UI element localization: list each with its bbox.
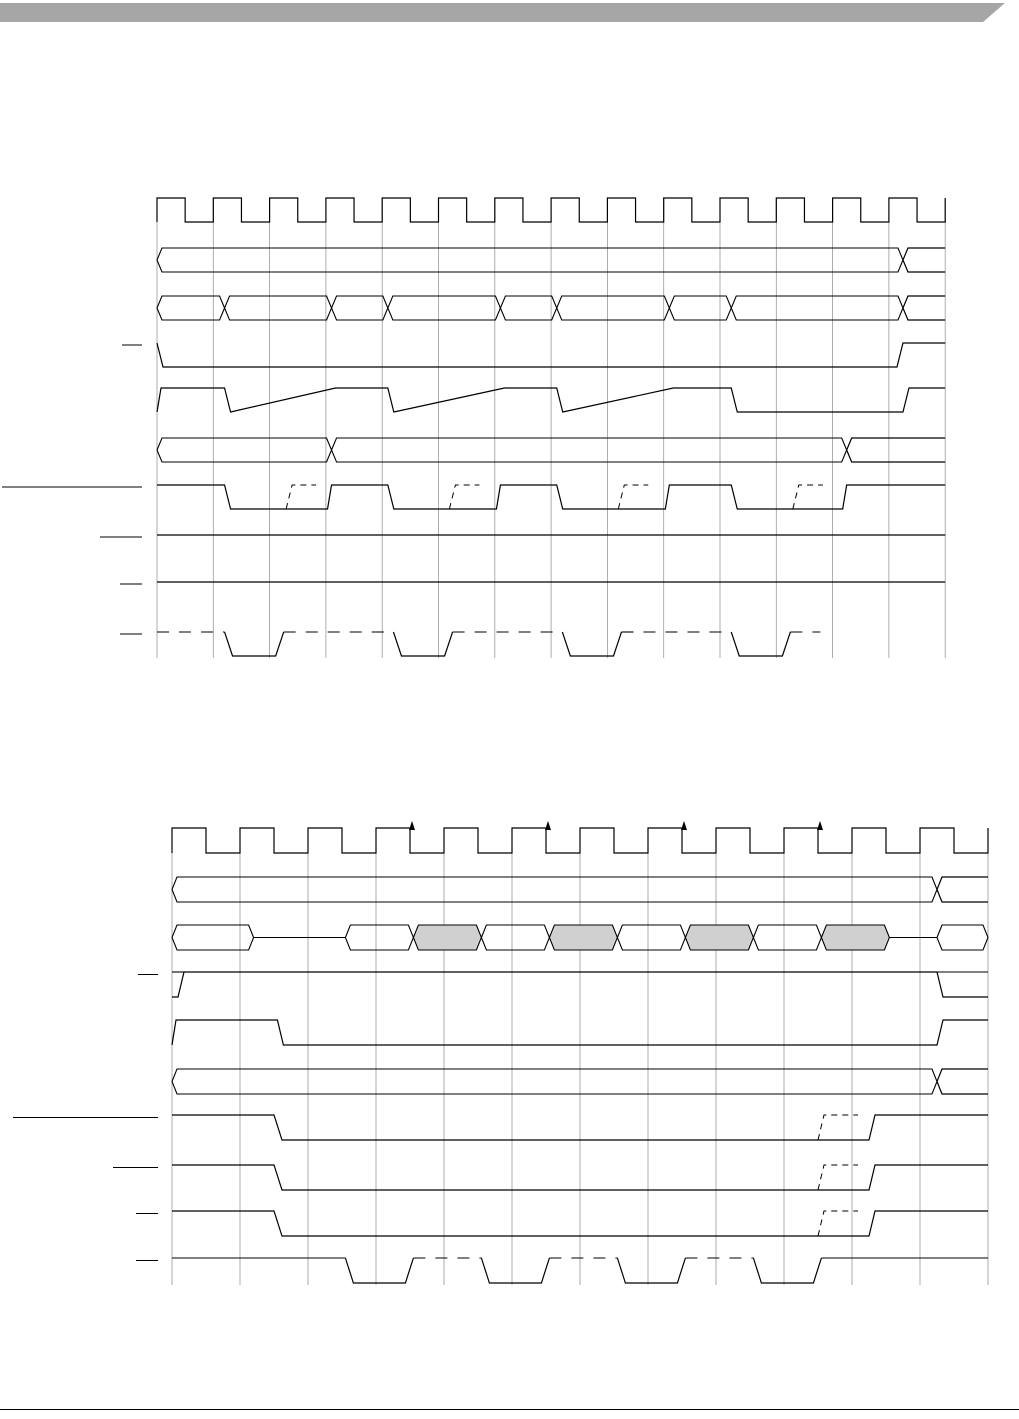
signal-waveform	[731, 632, 790, 656]
timing-diagram-bottom	[0, 815, 1019, 1295]
clock-waveform	[172, 828, 988, 853]
bus-tail	[937, 1069, 988, 1094]
bus-segment	[731, 296, 903, 320]
signal-dashed-release	[618, 485, 648, 509]
bus-segment	[225, 296, 332, 320]
bus-segment	[332, 296, 388, 320]
bus-segment	[937, 925, 988, 950]
bus-segment	[549, 925, 617, 950]
bus-segment	[669, 296, 731, 320]
bus-segment	[157, 438, 332, 462]
bus-segment	[388, 296, 501, 320]
signal-dashed-release	[286, 485, 316, 509]
signal-waveform	[481, 1258, 549, 1283]
signal-waveform	[393, 632, 452, 656]
bus-segment	[685, 925, 753, 950]
bus-segment	[753, 925, 821, 950]
header-bar	[0, 0, 1019, 26]
bus-segment	[332, 438, 847, 462]
signal-waveform	[617, 1258, 685, 1283]
signal-dashed-release	[793, 485, 823, 509]
bus-tail	[847, 438, 946, 462]
signal-waveform	[562, 632, 621, 656]
bus-segment	[157, 296, 225, 320]
bus-tail	[903, 248, 945, 272]
signal-waveform	[753, 1258, 821, 1283]
bus-segment	[157, 248, 903, 272]
bus-segment	[500, 296, 556, 320]
bus-segment	[821, 925, 889, 950]
signal-dashed-release	[449, 485, 479, 509]
bus-segment	[172, 925, 254, 950]
bus-segment	[172, 1069, 937, 1094]
clock-waveform	[157, 198, 945, 222]
bus-segment	[172, 877, 937, 902]
bus-segment	[617, 925, 685, 950]
bus-segment	[481, 925, 549, 950]
bus-segment	[413, 925, 481, 950]
clock-edge-arrow	[817, 821, 823, 830]
footer-rule	[0, 1409, 1019, 1410]
bus-segment	[557, 296, 670, 320]
clock-edge-arrow	[409, 821, 415, 830]
bus-tail	[903, 296, 945, 320]
clock-edge-arrow	[681, 821, 687, 830]
clock-edge-arrow	[545, 821, 551, 830]
signal-waveform	[225, 632, 284, 656]
timing-diagram-top	[0, 180, 1019, 660]
bus-tail	[937, 877, 988, 902]
bus-segment	[345, 925, 413, 950]
signal-waveform	[345, 1258, 413, 1283]
